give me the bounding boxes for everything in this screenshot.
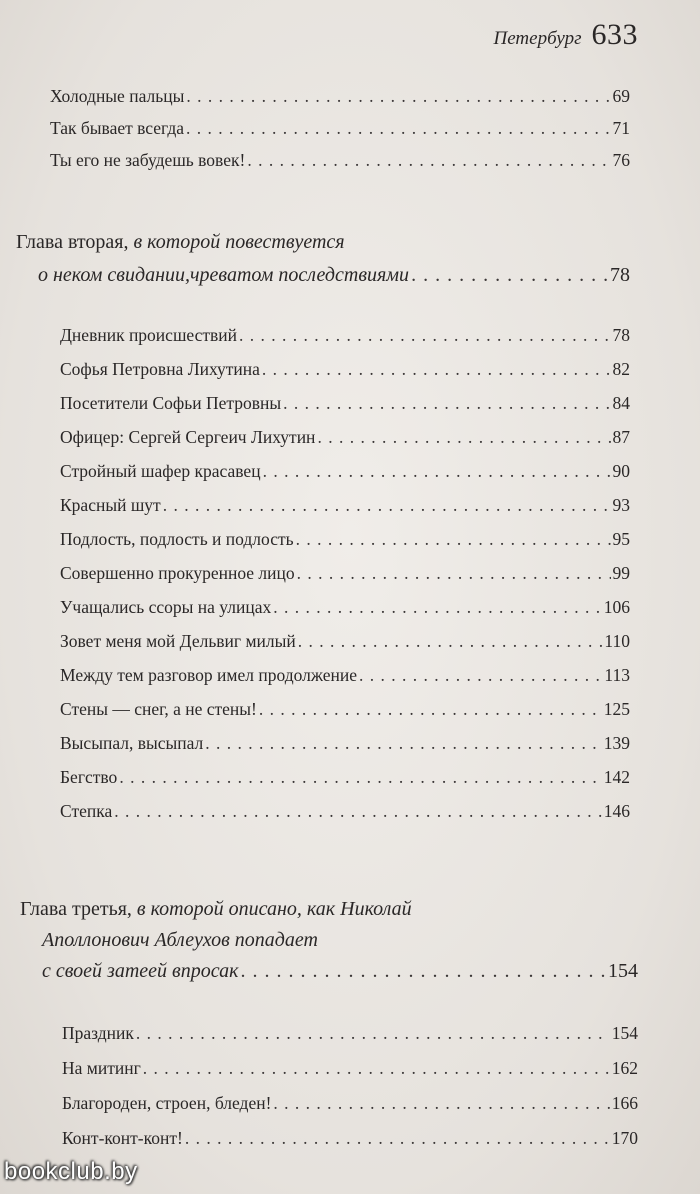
toc-entry: Посетители Софьи Петровны . . . 84 bbox=[60, 393, 630, 414]
toc-entry: Учащались ссоры на улицах . . . 106 bbox=[60, 597, 630, 618]
watermark: bookclub.by bbox=[4, 1158, 138, 1185]
running-header bbox=[494, 18, 638, 52]
toc-entry: Степка . . . 146 bbox=[60, 801, 630, 822]
toc-entry: Стены — снег, а не стены! . . . 125 bbox=[60, 699, 630, 720]
toc-entry: Высыпал, высыпал . . . 139 bbox=[60, 733, 630, 754]
chapter-heading bbox=[16, 231, 345, 254]
toc-entry: Благороден, строен, бледен! . . . 166 bbox=[62, 1093, 638, 1114]
toc-entry: Офицер: Сергей Сергеич Лихутин . . . 87 bbox=[60, 427, 630, 448]
page-number: 633 bbox=[591, 18, 638, 51]
toc-entry: Между тем разговор имел продолжение . . . 113 bbox=[60, 665, 630, 686]
chapter-subtitle: в которой повествуется bbox=[133, 231, 345, 253]
toc-entry: Ты его не забудешь вовек! . . . 76 bbox=[50, 150, 630, 171]
chapter-title: Глава третья, bbox=[20, 898, 132, 920]
toc-entry: Красный шут . . . 93 bbox=[60, 495, 630, 516]
toc-entry: Совершенно прокуренное лицо . . . 99 bbox=[60, 563, 630, 584]
running-title: Петербург bbox=[493, 28, 582, 49]
chapter-subtitle-line: Аполлонович Аблеухов попадает bbox=[42, 929, 318, 951]
toc-entry: Стройный шафер красавец . . . 90 bbox=[60, 461, 630, 482]
toc-entry: На митинг . . . 162 bbox=[62, 1058, 638, 1079]
toc-entry: Зовет меня мой Дельвиг милый . . . 110 bbox=[60, 631, 630, 652]
toc-entry: Бегство . . . 142 bbox=[60, 767, 630, 788]
toc-entry: Конт-конт-конт! . . . 170 bbox=[62, 1128, 638, 1149]
toc-entry: Праздник . . . 154 bbox=[62, 1023, 638, 1044]
toc-entry: Подлость, подлость и подлость . . . 95 bbox=[60, 529, 630, 550]
toc-entry: Так бывает всегда . . . 71 bbox=[50, 118, 630, 139]
chapter-heading bbox=[20, 898, 412, 921]
chapter-heading-entry: о неком свидании,чреватом последствиями . . . 78 bbox=[38, 264, 630, 287]
toc-entry: Холодные пальцы . . . 69 bbox=[50, 86, 630, 107]
chapter-heading-entry: с своей затеей впросак . . . 154 bbox=[42, 960, 638, 983]
toc-entry: Дневник происшествий . . . 78 bbox=[60, 325, 630, 346]
chapter-subtitle: в которой описано, как Николай bbox=[136, 898, 412, 920]
toc-entry: Софья Петровна Лихутина . . . 82 bbox=[60, 359, 630, 380]
chapter-title: Глава вторая, bbox=[16, 231, 129, 253]
